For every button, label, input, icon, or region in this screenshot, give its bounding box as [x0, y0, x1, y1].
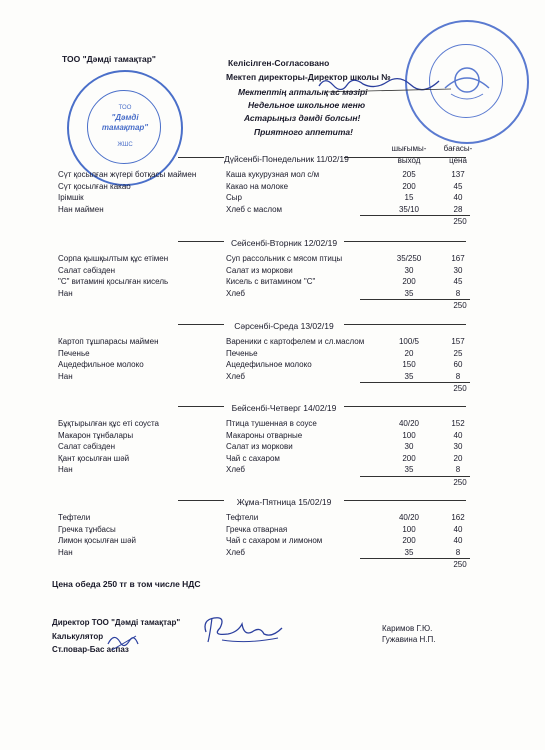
dish-name-ru: Хлеб [226, 288, 245, 298]
total-line [360, 215, 470, 216]
dish-name-ru: Каша кукурузная мол с/м [226, 170, 320, 179]
dish-name-kz: Нан [58, 371, 73, 381]
dish-yield: 200 [402, 181, 416, 191]
dish-price: 137 [451, 170, 465, 179]
col-price-header [438, 144, 478, 165]
dish-name-kz: Сорпа қышқылтым құс етімен [58, 254, 169, 263]
dish-name-kz: Печенье [58, 348, 90, 358]
dish-name-ru: Суп рассольник с мясом птицы [226, 254, 343, 263]
menu-title-kz: Мектептің апталық ас мәзірі [238, 87, 368, 97]
dish-price: 30 [453, 442, 463, 451]
dish-name-ru: Ацедефильное молоко [226, 360, 312, 369]
dish-name-kz: Тефтели [58, 513, 91, 522]
day-title: Сәрсенбі-Среда 13/02/19 [224, 321, 344, 331]
dish-price: 167 [451, 254, 465, 263]
dish-yield: 40/20 [398, 419, 420, 428]
dish-price: 8 [455, 465, 461, 474]
dish-yield: 35/250 [396, 254, 422, 263]
dish-yield: 40/20 [398, 513, 420, 522]
dish-name-ru: Тефтели [226, 513, 259, 522]
dish-yield: 35 [404, 547, 414, 557]
dish-name-kz: Нан [58, 547, 73, 557]
dish-yield: 35 [404, 288, 414, 298]
total-line [360, 299, 470, 300]
dish-name-ru: Птица тушенная в соусе [226, 419, 317, 428]
day-total: 250 [453, 217, 467, 226]
dish-name-ru: Чай с сахаром [226, 453, 280, 463]
dish-name-kz: Гречка тұнбасы [58, 524, 116, 534]
dish-name-kz: Салат сәбізден [58, 442, 115, 451]
day-title: Сейсенбі-Вторник 12/02/19 [224, 238, 344, 248]
day-title: Дүйсенбі-Понедельник 11/02/19 [224, 154, 349, 164]
dish-name-ru: Гречка отварная [226, 524, 288, 534]
dish-name-ru: Какао на молоке [226, 181, 289, 191]
total-line [360, 382, 470, 383]
dish-price: 162 [451, 513, 465, 522]
price-note: Цена обеда 250 тг в том числе НДС [52, 579, 201, 589]
dish-price: 8 [455, 547, 461, 557]
approval-label: Келісілген-Согласовано [228, 58, 330, 68]
dish-yield: 30 [404, 265, 414, 275]
dish-name-kz: Қант қосылған шәй [58, 453, 130, 463]
dish-price: 40 [453, 524, 463, 534]
dish-name-ru: Хлеб [226, 547, 245, 557]
dish-price: 28 [453, 204, 463, 214]
dish-name-ru: Печенье [226, 348, 258, 358]
wish-ru: Приятного аппетита! [254, 127, 353, 137]
dish-price: 40 [453, 430, 463, 440]
dish-yield: 200 [402, 536, 416, 545]
dish-price: 40 [453, 536, 463, 545]
dish-price: 8 [455, 288, 461, 298]
wish-kz: Астарыңыз дәмді болсын! [244, 113, 361, 123]
day-title: Жұма-Пятница 15/02/19 [224, 497, 344, 507]
dish-name-kz: Сүт қосылған жүгері ботқасы маймен [58, 170, 197, 179]
dish-name-kz: Макарон тұнбалары [58, 430, 134, 440]
day-total: 250 [453, 301, 467, 310]
dish-yield: 100 [402, 524, 416, 534]
dish-name-kz: Сүт қосылған какао [58, 181, 131, 191]
dish-price: 45 [453, 181, 463, 191]
dish-price: 152 [451, 419, 465, 428]
day-title: Бейсенбі-Четверг 14/02/19 [224, 403, 344, 413]
dish-name-kz: Бұқтырылған құс еті соуста [58, 419, 159, 428]
dish-yield: 35 [404, 371, 414, 381]
dish-price: 25 [453, 348, 463, 358]
stamp-text-3: тамақтар" [101, 123, 149, 132]
dish-name-ru: Салат из моркови [226, 265, 293, 275]
day-total: 250 [453, 560, 467, 569]
calculator-name: Гужавина Н.П. [382, 635, 436, 644]
dish-yield: 200 [402, 453, 416, 463]
col-yield-header [386, 144, 432, 165]
stamp-text-1: ТОО [118, 105, 132, 111]
director-line: Мектеп директоры-Директор школы № [226, 72, 391, 82]
dish-name-ru: Чай с сахаром и лимоном [226, 536, 323, 545]
dish-yield: 30 [404, 442, 414, 451]
total-line [360, 476, 470, 477]
footer-chef: Ст.повар-Бас аспаз [52, 645, 129, 654]
dish-yield: 15 [404, 193, 414, 202]
dish-name-ru: Хлеб с маслом [226, 204, 283, 214]
dish-name-kz: Ацедефильное молоко [58, 360, 144, 369]
dish-name-ru: Кисель с витамином "С" [226, 277, 316, 286]
dish-name-kz: Лимон қосылған шәй [58, 536, 137, 545]
company-stamp [67, 70, 183, 186]
dish-name-kz: Салат сәбізден [58, 265, 115, 275]
dish-yield: 200 [402, 277, 416, 286]
dish-price: 40 [453, 193, 463, 202]
total-line [360, 558, 470, 559]
company-name: ТОО "Дәмді тамақтар" [62, 54, 156, 64]
dish-yield: 150 [402, 360, 416, 369]
dish-name-kz: Ірімшік [58, 193, 84, 202]
director-signature [198, 610, 288, 650]
dish-price: 20 [453, 453, 463, 463]
dish-yield: 35 [404, 465, 414, 474]
dish-name-ru: Вареники с картофелем и сл.маслом [226, 337, 365, 346]
dish-price: 8 [455, 371, 461, 381]
dish-yield: 35/10 [398, 204, 420, 214]
dish-name-ru: Сыр [226, 193, 242, 202]
dish-price: 157 [451, 337, 465, 346]
col-price-line-2: цена [449, 156, 467, 165]
footer-director: Директор ТОО "Дәмді тамақтар" [52, 618, 181, 627]
dish-yield: 100/5 [398, 337, 420, 346]
director-name: Каримов Г.Ю. [382, 624, 433, 633]
dish-yield: 20 [404, 348, 414, 358]
dish-name-kz: Нан [58, 465, 73, 474]
dish-name-ru: Хлеб [226, 371, 245, 381]
dish-price: 30 [453, 265, 463, 275]
dish-name-kz: Картоп тұшпарасы маймен [58, 337, 159, 346]
menu-title-ru: Недельное школьное меню [248, 100, 366, 110]
dish-name-ru: Салат из моркови [226, 442, 293, 451]
col-price-line-1: бағасы- [443, 144, 473, 153]
day-total: 250 [453, 477, 467, 487]
dish-yield: 100 [402, 430, 416, 440]
dish-name-kz: Нан маймен [58, 204, 104, 214]
calculator-signature [104, 630, 144, 656]
dish-name-ru: Макароны отварные [226, 430, 303, 440]
day-total: 250 [453, 384, 467, 393]
dish-name-kz: Нан [58, 288, 73, 298]
dish-price: 60 [453, 360, 463, 369]
col-yield-line-1: шығымы- [391, 144, 427, 153]
col-yield-line-2: выход [397, 156, 421, 165]
dish-price: 45 [453, 277, 463, 286]
stamp-text-4: ЖШС [117, 142, 133, 148]
dish-name-kz: "С" витамині қосылған кисель [58, 277, 169, 286]
dish-yield: 205 [402, 170, 416, 179]
dish-name-ru: Хлеб [226, 465, 245, 474]
footer-calculator: Калькулятор [52, 632, 104, 641]
stamp-text-2: "Дәмді [111, 113, 139, 122]
